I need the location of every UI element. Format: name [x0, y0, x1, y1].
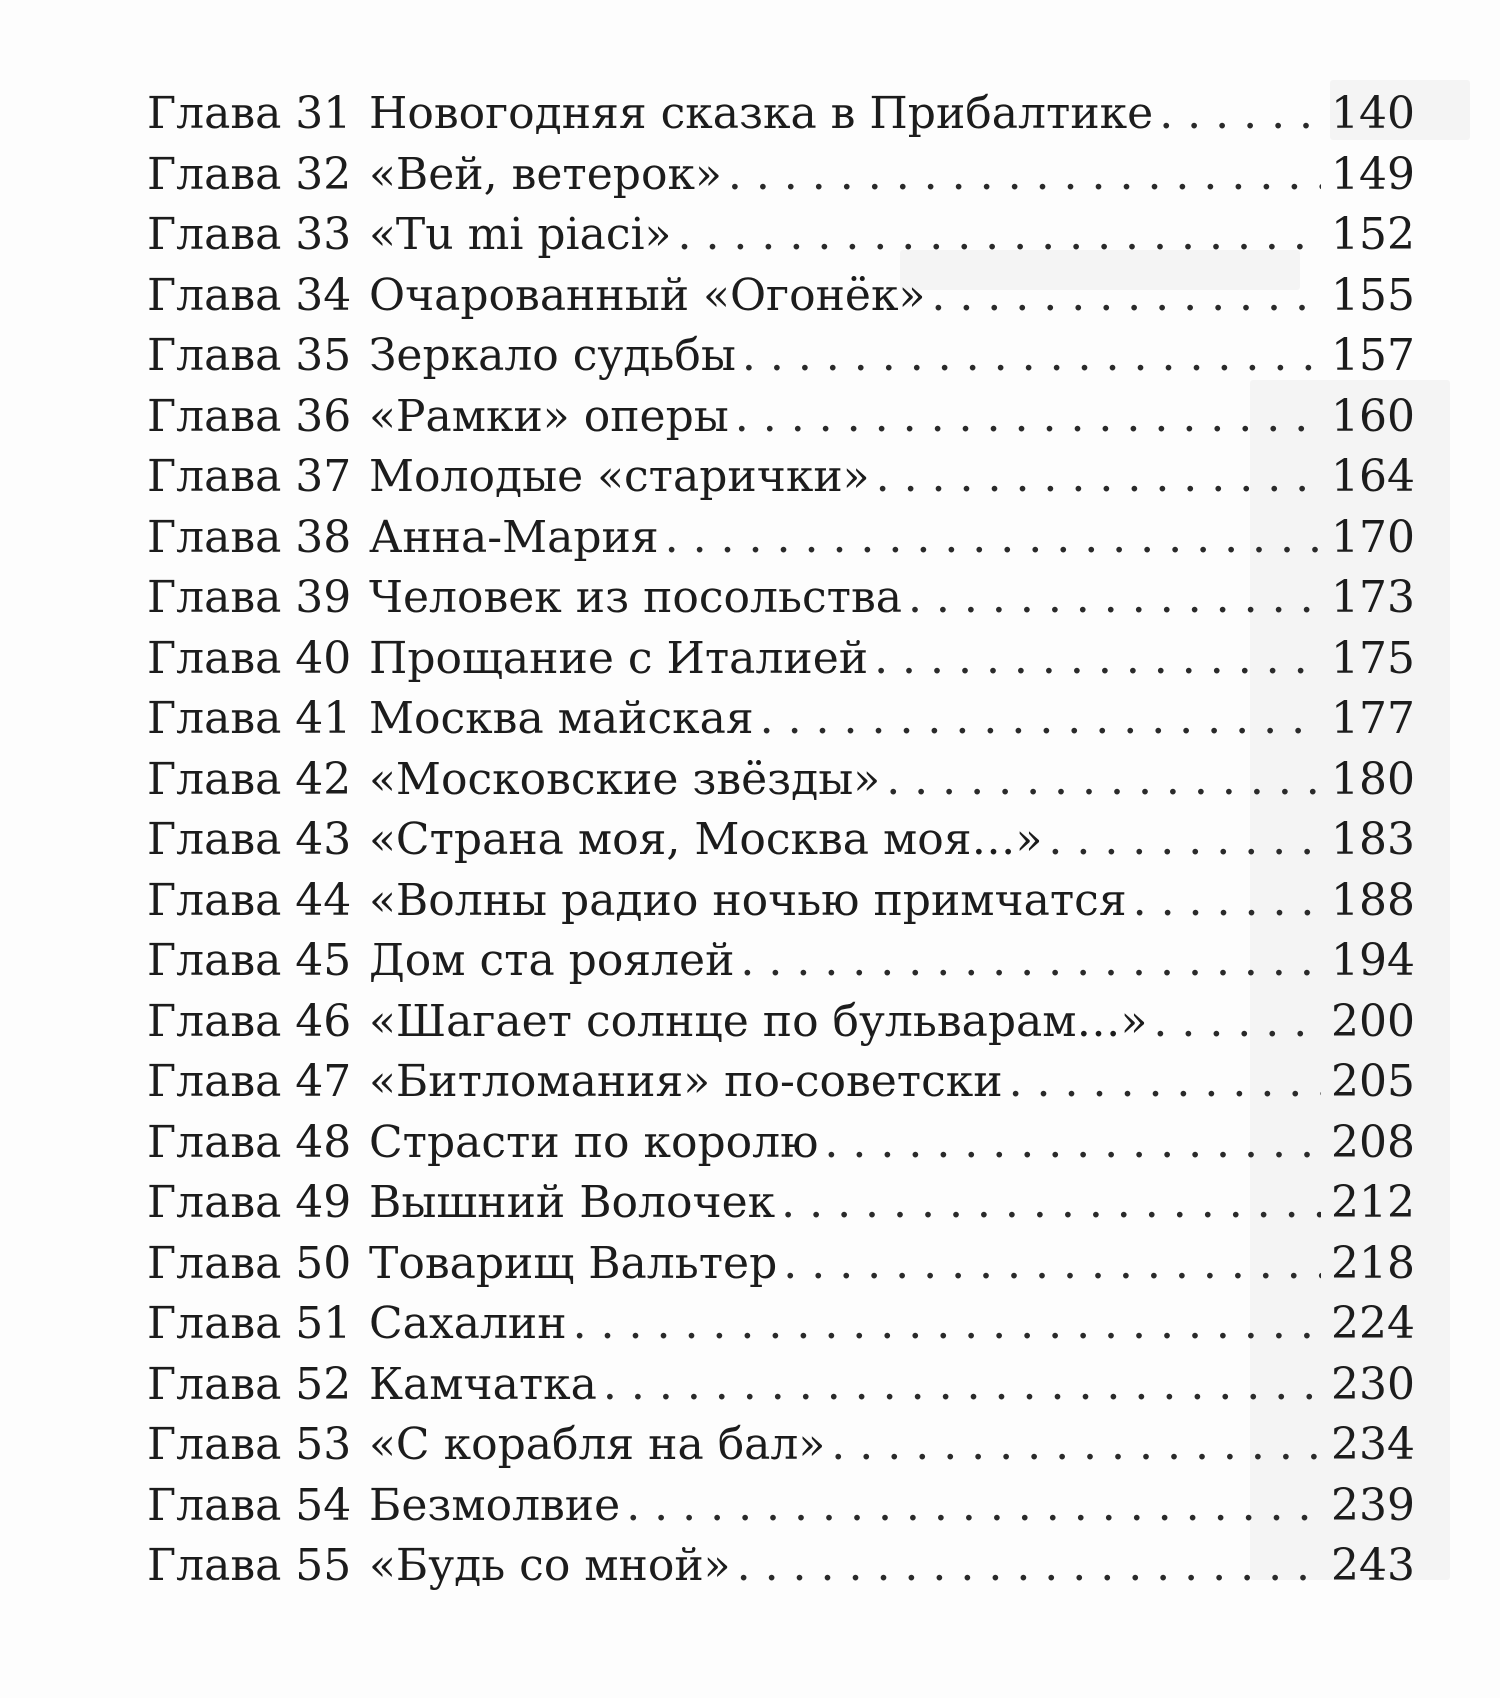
- dot-leader: [735, 387, 1321, 447]
- toc-row: [147, 1113, 1415, 1174]
- toc-row: [147, 1052, 1415, 1113]
- chapter-number: Глава 46: [147, 995, 352, 1047]
- dot-leader: [573, 1294, 1321, 1354]
- dot-leader: [1159, 84, 1321, 144]
- toc-row: [147, 1234, 1415, 1295]
- page-number: 175: [1331, 632, 1415, 684]
- dot-leader: [874, 629, 1321, 689]
- toc-row: [147, 1536, 1415, 1597]
- dot-leader: [740, 931, 1321, 991]
- toc-row: [147, 810, 1415, 871]
- chapter-number: Глава 42: [147, 753, 352, 805]
- page-number: 218: [1331, 1237, 1415, 1289]
- page-number: 212: [1331, 1177, 1415, 1228]
- toc-row: [147, 84, 1415, 145]
- chapter-number: Глава 44: [147, 874, 352, 926]
- dot-leader: [742, 326, 1321, 386]
- chapter-number: Глава 33: [147, 209, 352, 260]
- toc-row: [147, 629, 1415, 690]
- chapter-number: Глава 49: [147, 1177, 352, 1228]
- page-number: 173: [1331, 572, 1415, 623]
- chapter-number: Глава 48: [147, 1116, 352, 1168]
- toc-row: [147, 1355, 1415, 1416]
- dot-leader: [1153, 992, 1321, 1052]
- page-number: 177: [1331, 693, 1415, 744]
- chapter-title: «Волны радио ночью примчатся: [369, 874, 1127, 926]
- page-number: 152: [1331, 209, 1415, 260]
- chapter-title: Камчатка: [369, 1358, 597, 1410]
- toc-row: [147, 750, 1415, 811]
- page-number: 239: [1331, 1479, 1415, 1531]
- toc-row: [147, 1173, 1415, 1234]
- toc-row: [147, 1294, 1415, 1355]
- toc-row: [147, 1415, 1415, 1476]
- toc-row: [147, 447, 1415, 508]
- toc-row: [147, 689, 1415, 750]
- chapter-title: «Будь со мной»: [369, 1540, 731, 1591]
- dot-leader: [728, 145, 1321, 205]
- chapter-number: Глава 54: [147, 1479, 352, 1531]
- chapter-number: Глава 55: [147, 1540, 352, 1591]
- page-number: 194: [1331, 935, 1415, 986]
- chapter-title: Дом ста роялей: [369, 935, 735, 986]
- chapter-title: Товарищ Вальтер: [369, 1237, 778, 1289]
- chapter-number: Глава 35: [147, 330, 352, 381]
- dot-leader: [876, 447, 1321, 507]
- chapter-title: Страсти по королю: [369, 1116, 819, 1168]
- chapter-number: Глава 52: [147, 1358, 352, 1410]
- chapter-title: Прощание с Италией: [369, 632, 869, 684]
- chapter-title: Сахалин: [369, 1298, 567, 1349]
- chapter-number: Глава 39: [147, 572, 352, 623]
- dot-leader: [626, 1476, 1321, 1536]
- chapter-title: Человек из посольства: [369, 572, 902, 623]
- toc-row: [147, 931, 1415, 992]
- dot-leader: [677, 205, 1321, 265]
- chapter-title: Зеркало судьбы: [369, 330, 736, 381]
- chapter-number: Глава 53: [147, 1419, 352, 1470]
- page-number: 208: [1331, 1116, 1415, 1168]
- chapter-number: Глава 31: [147, 88, 352, 139]
- page-number: 234: [1331, 1419, 1415, 1470]
- dot-leader: [886, 750, 1321, 810]
- chapter-title: Анна-Мария: [369, 511, 659, 563]
- toc-row: [147, 266, 1415, 327]
- chapter-title: Москва майская: [369, 693, 754, 744]
- toc-row: [147, 145, 1415, 206]
- chapter-number: Глава 45: [147, 935, 352, 986]
- chapter-number: Глава 32: [147, 148, 352, 200]
- chapter-number: Глава 36: [147, 390, 352, 442]
- page-number: 224: [1331, 1298, 1415, 1349]
- dot-leader: [1009, 1052, 1321, 1112]
- chapter-title: Очарованный «Огонёк»: [369, 269, 926, 321]
- toc-row: [147, 508, 1415, 569]
- page-number: 243: [1331, 1540, 1415, 1591]
- chapter-number: Глава 40: [147, 632, 352, 684]
- dot-leader: [824, 1113, 1321, 1173]
- chapter-title: «Битломания» по-советски: [369, 1056, 1003, 1107]
- dot-leader: [908, 568, 1321, 628]
- chapter-title: Новогодняя сказка в Прибалтике: [369, 88, 1154, 139]
- chapter-number: Глава 43: [147, 814, 352, 865]
- page-number: 183: [1331, 814, 1415, 865]
- toc-row: [147, 1476, 1415, 1537]
- chapter-number: Глава 50: [147, 1237, 352, 1289]
- dot-leader: [783, 1234, 1321, 1294]
- dot-leader: [760, 689, 1321, 749]
- chapter-title: Безмолвие: [369, 1479, 621, 1531]
- dot-leader: [831, 1415, 1321, 1475]
- dot-leader: [931, 266, 1321, 326]
- chapter-number: Глава 38: [147, 511, 352, 563]
- chapter-title: «Московские звёзды»: [369, 753, 881, 805]
- chapter-title: «Рамки» оперы: [369, 390, 729, 442]
- chapter-title: «С корабля на бал»: [369, 1419, 826, 1470]
- chapter-title: «Вей, ветерок»: [369, 148, 722, 200]
- chapter-number: Глава 47: [147, 1056, 352, 1107]
- chapter-number: Глава 37: [147, 451, 352, 502]
- dot-leader: [737, 1536, 1321, 1596]
- page-number: 170: [1331, 511, 1415, 563]
- chapter-number: Глава 51: [147, 1298, 352, 1349]
- page-number: 180: [1331, 753, 1415, 805]
- toc-row: [147, 205, 1415, 266]
- chapter-number: Глава 34: [147, 269, 352, 321]
- chapter-number: Глава 41: [147, 693, 352, 744]
- toc-row: [147, 387, 1415, 448]
- dot-leader: [781, 1173, 1321, 1233]
- page-number: 155: [1331, 269, 1415, 321]
- dot-leader: [603, 1355, 1321, 1415]
- chapter-title: «Tu mi piaci»: [369, 209, 672, 260]
- page-number: 164: [1331, 451, 1415, 502]
- page-number: 157: [1331, 330, 1415, 381]
- chapter-title: «Страна моя, Москва моя…»: [369, 814, 1043, 865]
- page-number: 149: [1331, 148, 1415, 200]
- page-number: 140: [1331, 88, 1415, 139]
- chapter-title: Вышний Волочек: [369, 1177, 776, 1228]
- page-number: 205: [1331, 1056, 1415, 1107]
- page-number: 188: [1331, 874, 1415, 926]
- toc-row: [147, 326, 1415, 387]
- dot-leader: [665, 508, 1321, 568]
- chapter-title: «Шагает солнце по бульварам…»: [369, 995, 1148, 1047]
- dot-leader: [1048, 810, 1321, 870]
- page-number: 160: [1331, 390, 1415, 442]
- toc-row: [147, 568, 1415, 629]
- toc-row: [147, 992, 1415, 1053]
- table-of-contents: [147, 84, 1415, 1597]
- page-number: 200: [1331, 995, 1415, 1047]
- toc-row: [147, 871, 1415, 932]
- chapter-title: Молодые «старички»: [369, 451, 870, 502]
- dot-leader: [1133, 871, 1321, 931]
- page-number: 230: [1331, 1358, 1415, 1410]
